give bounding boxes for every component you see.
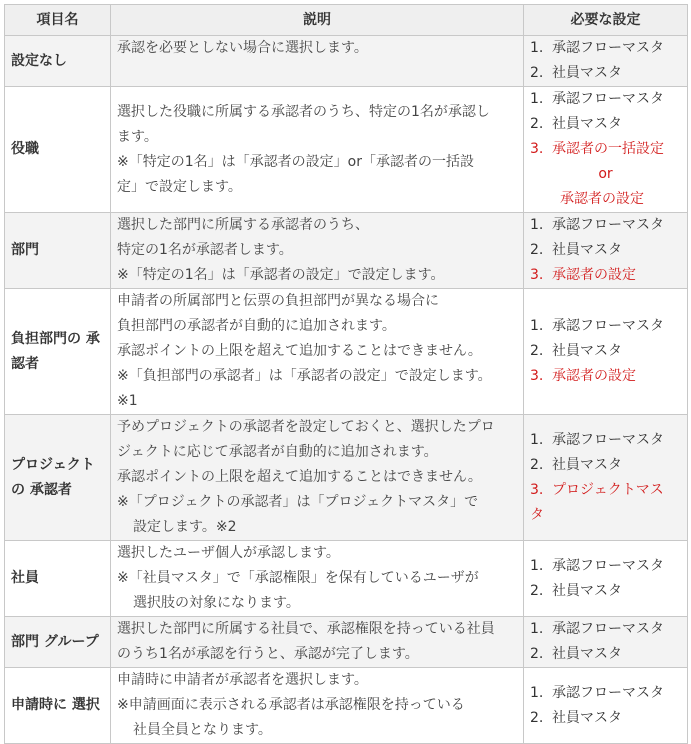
item-cell: [5, 668, 111, 744]
setting-num: 3.: [530, 267, 544, 283]
setting-num: 2.: [530, 709, 544, 726]
table-row: [5, 668, 688, 744]
desc-line: ※「特定の1名」は「承認者の設定」で設定します。: [117, 267, 445, 283]
setting-num: 1.: [530, 431, 544, 448]
desc-line: 社員全員となります。: [133, 722, 272, 738]
item-line: 社員: [11, 570, 39, 586]
item-cell: [5, 87, 111, 213]
setting-num: 1.: [530, 91, 544, 107]
desc-cell: [111, 289, 524, 415]
desc-line: 選択肢の対象になります。: [133, 595, 300, 611]
header-row: [5, 5, 688, 36]
setting-text: 承認者の一括設定: [552, 141, 664, 157]
desc-line: ます。: [117, 128, 158, 145]
setting-text: 承認フローマスタ: [552, 217, 664, 233]
item-line: 部門: [11, 633, 39, 650]
desc-cell: [111, 617, 524, 668]
settings-cell: [524, 36, 688, 87]
desc-line: 選択したユーザ個人が承認します。: [117, 545, 340, 561]
table-row: [5, 213, 688, 289]
header-desc: 説明: [111, 5, 524, 36]
desc-line: のうち1名が承認を行うと、承認が完了します。: [117, 646, 419, 662]
setting-or: or: [598, 166, 613, 182]
settings-cell: [524, 213, 688, 289]
item-line: 設定なし: [11, 52, 67, 69]
setting-text: 承認フローマスタ: [552, 684, 664, 701]
header-settings: 必要な設定: [524, 5, 688, 36]
desc-line: 負担部門の承認者が自動的に追加されます。: [117, 318, 396, 334]
setting-text: 承認フローマスタ: [552, 431, 664, 448]
item-line: 申請時に: [11, 697, 67, 713]
approval-settings-table: [4, 4, 688, 744]
setting-num: 3.: [530, 141, 544, 157]
item-line: 承認者: [29, 481, 72, 498]
setting-num: 1.: [530, 40, 544, 56]
item-cell: [5, 36, 111, 87]
setting-text: 社員マスタ: [552, 116, 622, 132]
setting-num: 1.: [530, 557, 544, 574]
item-line: の: [11, 481, 25, 498]
item-line: 負担部門の: [11, 330, 81, 347]
item-line: 役職: [11, 141, 39, 157]
setting-num: 2.: [530, 646, 544, 662]
desc-line: 選択した部門に所属する社員で、承認権限を持っている社員: [117, 621, 495, 637]
desc-cell: [111, 541, 524, 617]
setting-text: 社員マスタ: [552, 646, 622, 662]
item-line: グループ: [43, 633, 99, 650]
desc-line: 承認ポイントの上限を超えて追加することはできません。: [117, 469, 482, 485]
setting-num: 2.: [530, 456, 544, 473]
settings-cell: [524, 289, 688, 415]
desc-line: 特定の1名が承認者します。: [117, 242, 293, 258]
setting-text: 社員マスタ: [552, 343, 622, 359]
item-cell: [5, 213, 111, 289]
desc-cell: [111, 87, 524, 213]
setting-num: 2.: [530, 582, 544, 599]
settings-cell: [524, 541, 688, 617]
setting-text: プロジェクトマス: [552, 481, 664, 498]
item-cell: [5, 541, 111, 617]
desc-cell: [111, 668, 524, 744]
setting-num: 1.: [530, 684, 544, 701]
setting-text: 承認フローマスタ: [552, 621, 664, 637]
setting-num: 3.: [530, 481, 544, 498]
desc-line: 定」で設定します。: [117, 178, 242, 195]
header-item: 項目名: [5, 5, 111, 36]
table-row: [5, 36, 688, 87]
desc-line: 承認を必要としない場合に選択します。: [117, 40, 368, 56]
setting-text: 承認フローマスタ: [552, 91, 664, 107]
settings-cell: [524, 617, 688, 668]
setting-num: 1.: [530, 217, 544, 233]
item-line: 承認者: [11, 330, 100, 372]
table-row: [5, 415, 688, 541]
desc-line: 申請時に申請者が承認者を選択します。: [117, 672, 368, 688]
item-line: 部門: [11, 242, 39, 258]
setting-text: 社員マスタ: [552, 456, 622, 473]
table-row: [5, 617, 688, 668]
desc-line: 承認ポイントの上限を超えて追加することはできません。: [117, 343, 482, 359]
item-line: プロジェクト: [11, 456, 95, 473]
desc-line: 設定します。※2: [133, 519, 237, 535]
table-row: [5, 87, 688, 213]
item-cell: [5, 415, 111, 541]
desc-line: ※「社員マスタ」で「承認権限」を保有しているユーザが: [117, 570, 479, 586]
settings-cell: [524, 668, 688, 744]
desc-line: 選択した役職に所属する承認者のうち、特定の1名が承認し: [117, 103, 490, 120]
setting-num: 3.: [530, 368, 544, 384]
settings-cell: [524, 415, 688, 541]
setting-text: 承認フローマスタ: [552, 557, 664, 574]
desc-cell: [111, 415, 524, 541]
setting-num: 1.: [530, 621, 544, 637]
desc-line: ※「プロジェクトの承認者」は「プロジェクトマスタ」で: [117, 494, 479, 510]
setting-text: 承認者の設定: [552, 368, 636, 384]
setting-text: 社員マスタ: [552, 709, 622, 726]
desc-line: ※申請画面に表示される承認者は承認権限を持っている: [117, 697, 465, 713]
setting-num: 2.: [530, 242, 544, 258]
setting-num: 2.: [530, 343, 544, 359]
setting-text: 承認フローマスタ: [552, 318, 664, 334]
setting-num: 2.: [530, 116, 544, 132]
desc-line: ジェクトに応じて承認者が自動的に追加されます。: [117, 444, 438, 460]
setting-alt: 承認者の設定: [560, 191, 644, 207]
desc-line: ※「負担部門の承認者」は「承認者の設定」で設定します。: [117, 368, 492, 384]
setting-text: 承認フローマスタ: [552, 40, 664, 56]
setting-text: 社員マスタ: [552, 582, 622, 599]
table-row: [5, 289, 688, 415]
setting-text: タ: [530, 506, 544, 523]
setting-text: 承認者の設定: [552, 267, 636, 283]
item-line: 選択: [71, 697, 100, 713]
desc-line: 選択した部門に所属する承認者のうち、: [117, 217, 369, 233]
settings-cell: [524, 87, 688, 213]
setting-num: 1.: [530, 318, 544, 334]
item-cell: [5, 289, 111, 415]
setting-num: 2.: [530, 65, 544, 81]
desc-cell: [111, 213, 524, 289]
desc-line: 予めプロジェクトの承認者を設定しておくと、選択したプロ: [117, 419, 495, 435]
desc-line: 申請者の所属部門と伝票の負担部門が異なる場合に: [117, 293, 439, 309]
setting-text: 社員マスタ: [552, 65, 622, 81]
desc-line: ※「特定の1名」は「承認者の設定」or「承認者の一括設: [117, 153, 474, 170]
item-cell: [5, 617, 111, 668]
setting-text: 社員マスタ: [552, 242, 622, 258]
table-row: [5, 541, 688, 617]
desc-line: ※1: [117, 393, 138, 409]
desc-cell: [111, 36, 524, 87]
